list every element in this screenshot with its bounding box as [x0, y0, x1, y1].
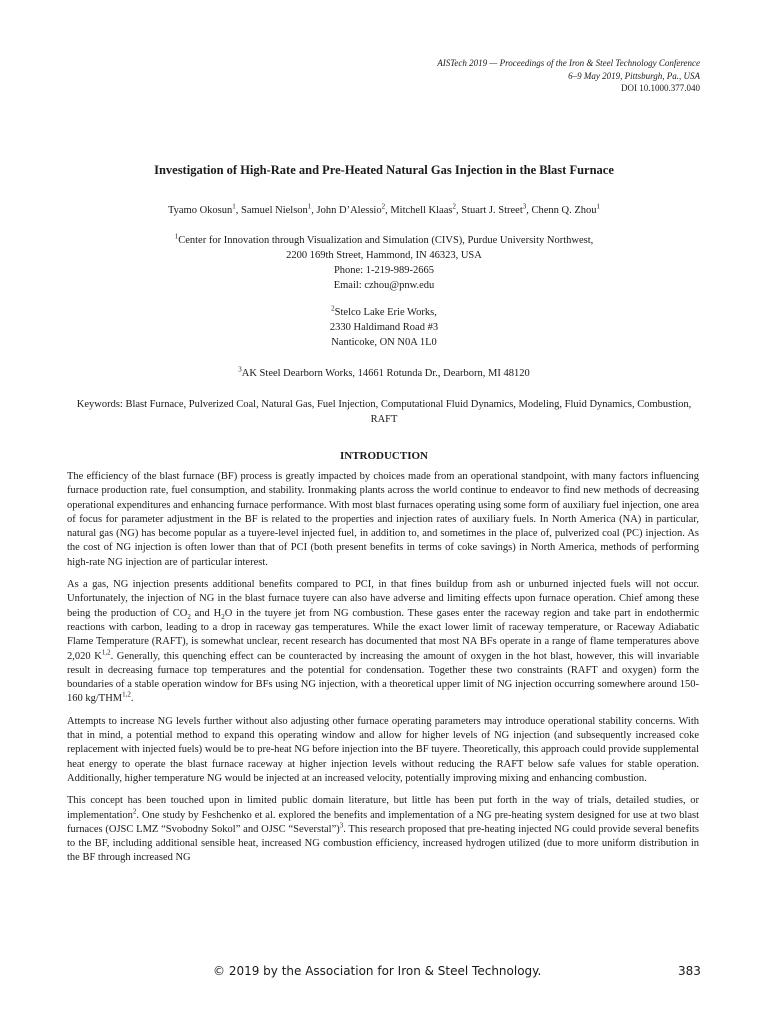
affiliation-line: Stelco Lake Erie Works, [334, 307, 437, 318]
affiliation-line: 2330 Haldimand Road #3 [329, 322, 439, 333]
author-affiliation-mark: 2 [452, 202, 456, 211]
affiliation-phone: Phone: 1-219-989-2665 [333, 265, 435, 276]
citation-ref: 2 [132, 807, 137, 816]
author-affiliation-mark: 1 [307, 202, 312, 211]
paragraph: The efficiency of the blast furnace (BF) process is greatly impacted by choices made from an operational standpoint, with many factors influencing furnace production rate, fuel consumption, and stability. Ironmaking plants across the world continue to endeavor to find new methods of decreasing operational expenditures and enhancing furnace performance. With most blast furnaces operating using some form of auxiliary fuel injection, one area of focus for parameter adjustment in the BF is related to the properties and injection rates of auxiliary fuels. In North America (NA) in particular, natural gas (NG) has become popular as a tuyere-level injected fuel, in addition to, and sometimes in the place of, pulverized coal (PC) injection. As the cost of NG injection is often lower than that of PCI (both present benefits in terms of coke savings) in North America, methods of performing high-rate NG injection are of particular interest. [67, 471, 699, 568]
citation-ref: 1,2 [122, 690, 131, 699]
author-affiliation-mark: 3 [522, 202, 527, 211]
author-affiliation-mark: 1 [232, 202, 236, 211]
affiliation-2 [0, 305, 768, 350]
conference-dates: 6–9 May 2019, Pittsburgh, Pa., USA [568, 70, 700, 81]
conference-name: AISTech 2019 — Proceedings of the Iron & Steel Technology Conference [437, 58, 700, 68]
author-name: John D’Alessio [316, 205, 382, 216]
affiliation-line: Center for Innovation through Visualization and Simulation (CIVS), Purdue University Northwest, [178, 235, 594, 246]
author-name: Stuart J. Street [461, 205, 523, 216]
author-affiliation-mark: 2 [381, 202, 386, 211]
body-text [67, 470, 699, 874]
doi: DOI 10.1000.377.040 [621, 83, 700, 93]
affiliation-mark: 1 [174, 232, 179, 241]
copyright-notice: © 2019 by the Association for Iron & Steel Technology. [213, 964, 542, 978]
affiliation-1 [0, 233, 768, 293]
author-name: Tyamo Okosun [167, 205, 233, 216]
paragraph: This concept has been touched upon in limited public domain literature, but little has been put forth in the way of trials, detailed studies, or implementation$^2$. One study by Feshchenko et al. explored the benefits and implementation of a NG pre-heating system designed for use at two blast furnaces (OJSC LMZ “Svobodny Sokol” and OJSC “Severstal”)$^3$. This research proposed that pre-heating injected NG could provide several benefits to the BF, including additional sensible heat, increased NG combustion efficiency, increased hydrogen utilized (due to more uniform distribution in the BF through increased NG [67, 795, 699, 864]
citation-ref: 1,2 [101, 648, 111, 657]
affiliation-email[interactable]: Email: czhou@pnw.edu [333, 280, 435, 291]
author-name: Samuel Nielson [241, 205, 308, 216]
author-name: Chenn Q. Zhou [531, 205, 597, 216]
affiliation-mark: 3 [238, 365, 242, 374]
keywords: Keywords: Blast Furnace, Pulverized Coal, Natural Gas, Fuel Injection, Computational Fluid Dynamics, Modeling, Fluid Dynamics, Combustion, RAFT [76, 399, 692, 425]
paragraph: Attempts to increase NG levels further without also adjusting other furnace operating parameters may introduce operational stability concerns. With that in mind, a potential method to expand this operating window and allow for higher levels of NG injection (and subsequently increased coke replacement with injected fuels) would be to pre-heat NG before injection into the BF tuyere. Theoretically, this approach could provide supplemental heat energy to operate the blast furnace raceway at higher injection levels without reducing the RAFT below safe values for stable operation. Additionally, higher temperature NG would be injected at an increased velocity, potentially improving mixing and enhancing combustion. [67, 715, 699, 784]
author-list: Tyamo Okosun$^1$, Samuel Nielson$^1$, John D’Alessio$^2$, Mitchell Klaas$^2$, Stuart J. Street$^3$, Chenn Q. Zhou$^1$ [167, 202, 601, 216]
section-heading: INTRODUCTION [339, 450, 428, 462]
paper-title: Investigation of High-Rate and Pre-Heated Natural Gas Injection in the Blast Furnace [154, 163, 614, 177]
author-name: Mitchell Klaas [390, 205, 453, 216]
conference-header [437, 57, 700, 95]
affiliation-line: Nanticoke, ON N0A 1L0 [331, 337, 437, 348]
paragraph: As a gas, NG injection presents additional benefits compared to PCI, in that fines buildup from ash or unburned injected fuels will not occur. Unfortunately, the injection of NG in the blast furnace tuyere can also have adverse and limiting effects upon furnace operation. Chief among these being the production of $CO_2$ and $H_2O$ in the tuyere jet from NG combustion. These gases enter the raceway region and take part in endothermic reactions with carbon, leading to a drop in raceway gas temperatures. While the exact lower limit of raceway temperature, or Raceway Adiabatic Flame Temperature (RAFT), is somewhat unclear, recent research has documented that most NA BFs operate in a range of flame temperatures above 2,020 K$^{1,2}$. Generally, this quenching effect can be counteracted by increasing the amount of oxygen in the hot blast, however, this will invariable result in decreasing furnace top temperatures and the potential for condensation. Together these two constraints (RAFT and oxygen) form the boundaries of a stable operation window for BFs using NG injection, with a theoretical upper limit of NG injection occurring somewhere around 150-160 kg/THM$^{1,2}$. [67, 579, 700, 705]
page-number: 383 [678, 964, 701, 978]
affiliation-line: 2200 169th Street, Hammond, IN 46323, USA [286, 250, 482, 261]
citation-ref: 3 [339, 821, 344, 830]
affiliation-3 [0, 366, 768, 381]
affiliation-mark: 2 [331, 304, 335, 313]
author-affiliation-mark: 1 [596, 202, 601, 211]
affiliation-line: AK Steel Dearborn Works, 14661 Rotunda Dr., Dearborn, MI 48120 [241, 368, 530, 379]
